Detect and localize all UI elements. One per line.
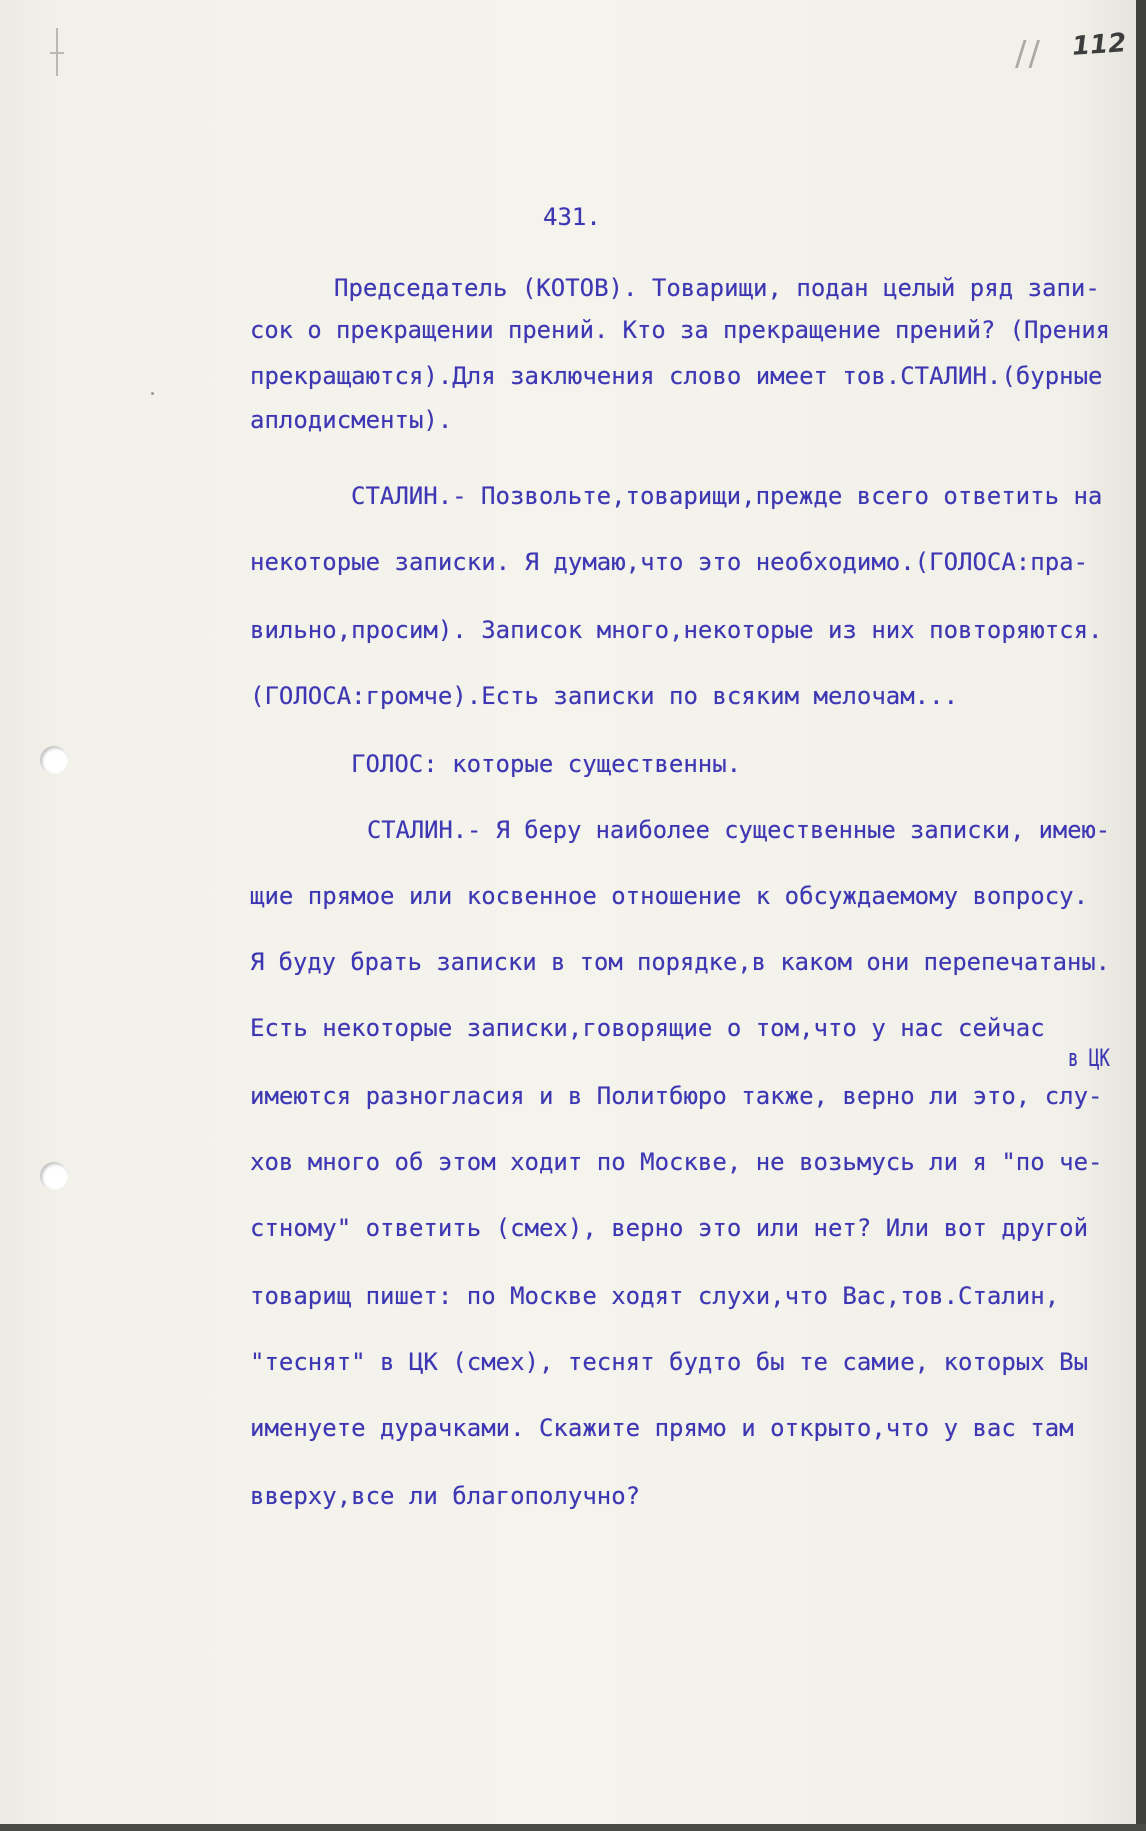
- punch-hole: [40, 1162, 68, 1190]
- scan-edge-bottom: [0, 1824, 1146, 1831]
- scan-edge: [1136, 0, 1146, 1831]
- text-line: "теснят" в ЦК (смех), теснят будто бы те самие, которых Вы: [250, 1348, 1089, 1376]
- pencil-mark: //: [1015, 34, 1042, 74]
- text-line: стному" ответить (смех), верно это или нет? Или вот другой: [250, 1214, 1089, 1242]
- text-line: Председатель (КОТОВ). Товарищи, подан целый ряд запи-: [334, 274, 1100, 302]
- text-line: СТАЛИН.- Я беру наиболее существенные записки, имею-: [367, 816, 1111, 844]
- text-line: товарищ пишет: по Москве ходят слухи,что Вас,тов.Сталин,: [250, 1282, 1060, 1310]
- ink-dot: [151, 392, 154, 395]
- text-line: некоторые записки. Я думаю,что это необходимо.(ГОЛОСА:пра-: [250, 548, 1089, 576]
- text-line: именуете дурачками. Скажите прямо и открыто,что у вас там: [250, 1414, 1074, 1442]
- text-line: аплодисменты).: [250, 406, 453, 434]
- text-line: Есть некоторые записки,говорящие о том,что у нас сейчас: [250, 1014, 1045, 1042]
- text-line: хов много об этом ходит по Москве, не возьмусь ли я "по че-: [250, 1148, 1103, 1176]
- text-line: Я буду брать записки в том порядке,в каком они перепечатаны.: [250, 948, 1111, 976]
- text-line: щие прямое или косвенное отношение к обсуждаемому вопросу.: [250, 882, 1089, 910]
- text-line: (ГОЛОСА:громче).Есть записки по всяким мелочам...: [250, 682, 959, 710]
- text-line: СТАЛИН.- Позвольте,товарищи,прежде всего ответить на: [351, 482, 1103, 510]
- text-line: прекращаются).Для заключения слово имеет тов.СТАЛИН.(бурные: [250, 362, 1103, 390]
- text-line: вверху,все ли благополучно?: [250, 1482, 641, 1510]
- text-line: имеются разногласия и в Политбюро также, верно ли это, слу-: [250, 1082, 1103, 1110]
- folio-number: 112: [1071, 28, 1128, 62]
- text-line: ГОЛОС: которые существенны.: [351, 750, 742, 778]
- text-line: сок о прекращении прений. Кто за прекращение прений? (Прения: [250, 316, 1111, 344]
- text-line: вильно,просим). Записок много,некоторые из них повторяются.: [250, 616, 1103, 644]
- page-number: 431.: [543, 203, 601, 231]
- punch-hole: [40, 746, 68, 774]
- inserted-text: в ЦК: [1068, 1044, 1110, 1072]
- margin-mark-cross: [50, 52, 64, 54]
